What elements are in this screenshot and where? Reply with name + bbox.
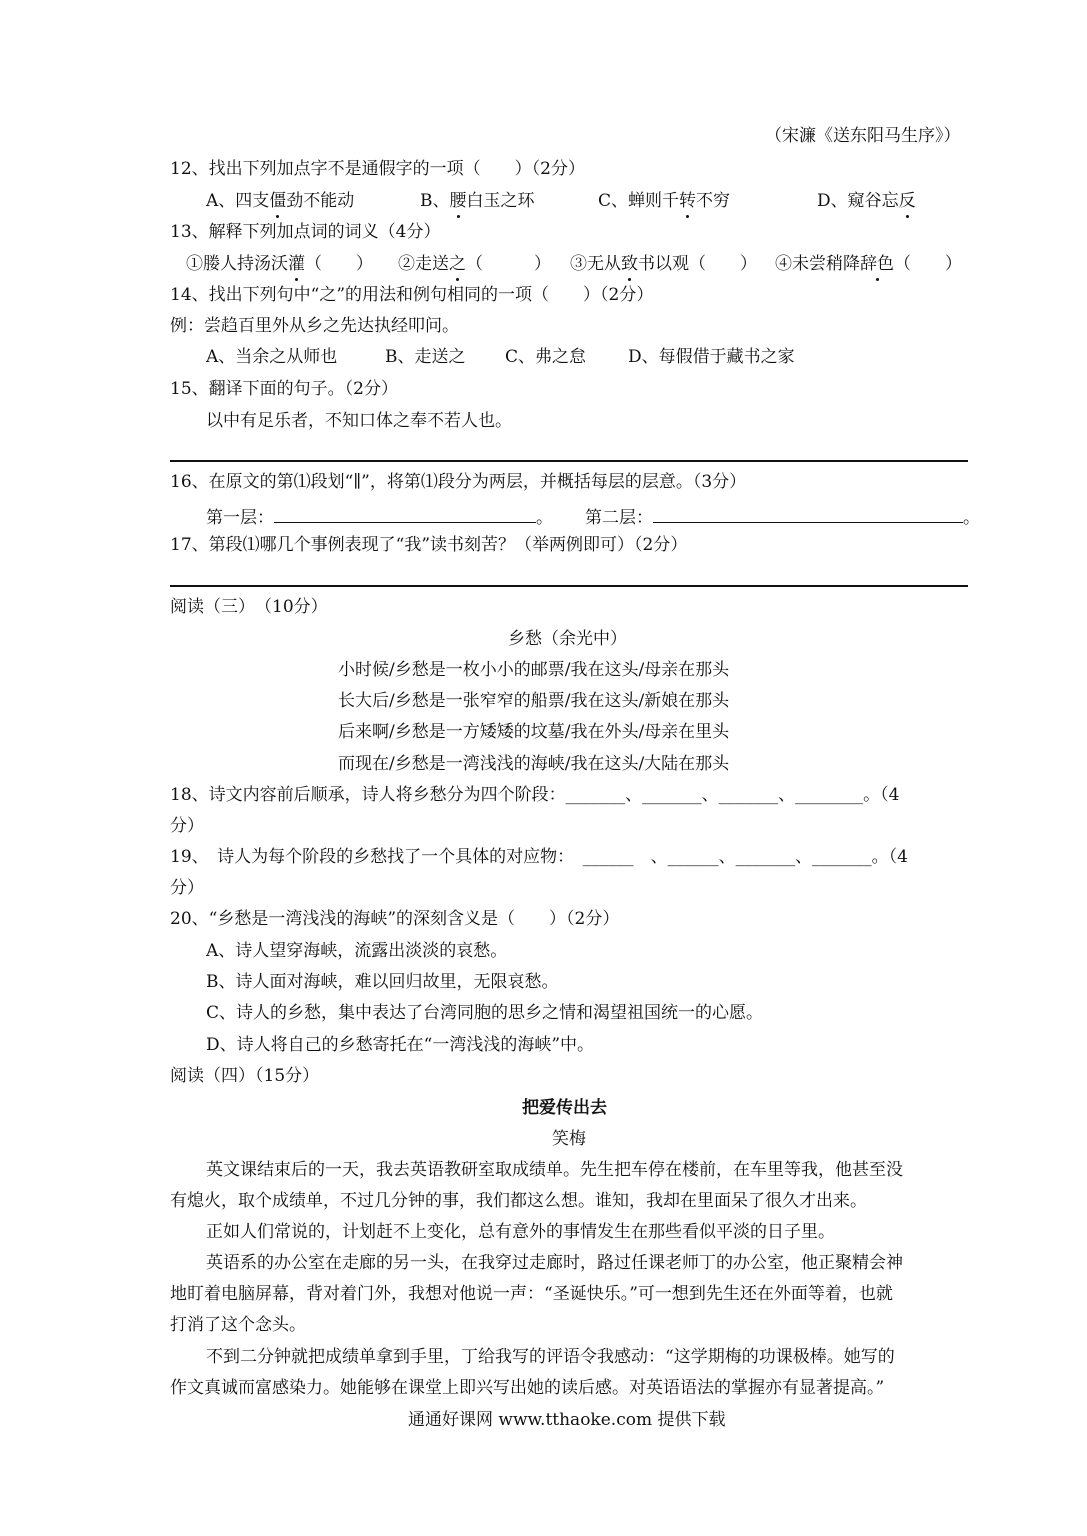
article-line: 英语系的办公室在走廊的另一头，在我穿过走廊时，路过任课老师丁的办公室，他正聚精会神	[206, 1253, 903, 1273]
q16-layer-2: 第二层： 。	[585, 504, 980, 530]
q12-option-c: C、蝉则千转不穷	[598, 191, 731, 211]
page-footer: 通通好课网 www.tthaoke.com 提供下载	[408, 1410, 726, 1430]
poem-line: 而现在/乡愁是一湾浅浅的海峡/我在这头/大陆在那头	[338, 754, 730, 774]
q14-option-d: D、每假借于藏书之家	[628, 347, 795, 367]
dotted-char: 辞色	[860, 254, 894, 274]
question-19-line-1: 19、 诗人为每个阶段的乡愁找了一个具体的对应物： ______ 、______、_______、_______。（4	[170, 847, 908, 867]
article-line: 地盯着电脑屏幕，背对着门外，我想对他说一声：“圣诞快乐。”可一想到先生还在外面等着，也就	[170, 1284, 893, 1304]
q12-option-d: D、窥谷忘反	[817, 191, 916, 211]
article-author: 笑梅	[552, 1129, 586, 1149]
q12-option-a: A、四支僵劲不能动	[206, 191, 355, 211]
dotted-char: 转	[679, 191, 697, 211]
question-17-stem: 17、第段⑴哪几个事例表现了“我”读书刻苦？（举两例即可）（2分）	[170, 535, 688, 555]
q13-item-1: ①媵人持汤沃灌（ ）	[186, 254, 373, 274]
blank-line[interactable]	[653, 504, 963, 523]
article-line: 不到二分钟就把成绩单拿到手里，丁给我写的评语令我感动：“这学期梅的功课极棒。她写的	[206, 1347, 895, 1367]
q13-item-4: ④未尝稍降辞色（ ）	[775, 254, 962, 274]
q16-layer-1: 第一层： 。	[206, 504, 553, 530]
q20-option-c: C、诗人的乡愁，集中表达了台湾同胞的思乡之情和渴望祖国统一的心愿。	[206, 1003, 764, 1023]
question-15-stem: 15、翻译下面的句子。（2分）	[170, 379, 398, 399]
question-18-line-1: 18、诗文内容前后顺承，诗人将乡愁分为四个阶段：_______、_______、_______、________。（4	[170, 785, 900, 805]
poem-title: 乡愁（余光中）	[508, 629, 627, 649]
q12-option-b: B、腰白玉之环	[420, 191, 535, 211]
question-18-line-2: 分）	[170, 816, 204, 836]
dotted-char: 反	[898, 191, 916, 211]
question-20-stem: 20、“乡愁是一湾浅浅的海峡”的深刻含义是（ ）（2分）	[170, 909, 620, 929]
question-13-stem: 13、解释下列加点词的词义（4分）	[170, 222, 441, 242]
q15-sentence: 以中有足乐者，不知口体之奉不若人也。	[206, 411, 512, 431]
question-14-stem: 14、找出下列句中“之”的用法和例句相同的一项（ ）（2分）	[170, 285, 654, 305]
reading-4-heading: 阅读（四）（15分）	[170, 1066, 320, 1086]
dotted-char: 腰	[449, 191, 467, 211]
article-line: 打消了这个念头。	[170, 1315, 306, 1335]
q20-option-a: A、诗人望穿海峡，流露出淡淡的哀愁。	[206, 941, 508, 961]
poem-line: 后来啊/乡愁是一方矮矮的坟墓/我在外头/母亲在里头	[338, 722, 730, 742]
q13-item-2: ②走送之（ ）	[398, 254, 551, 274]
q14-option-b: B、走送之	[385, 347, 466, 367]
q14-option-a: A、当余之从师也	[206, 347, 338, 367]
q20-option-b: B、诗人面对海峡，难以回归故里，无限哀愁。	[206, 972, 559, 992]
dotted-char: 致	[621, 254, 638, 274]
q20-option-d: D、诗人将自己的乡愁寄托在“一湾浅浅的海峡”中。	[206, 1035, 595, 1055]
question-12-stem: 12、找出下列加点字不是通假字的一项（ ）（2分）	[170, 159, 585, 179]
article-line: 有熄火，取个成绩单，不过几分钟的事，我们都这么想。谁知，我却在里面呆了很久才出来。	[170, 1191, 867, 1211]
question-19-line-2: 分）	[170, 878, 204, 898]
reading-3-heading: 阅读（三） （10分）	[170, 597, 328, 617]
answer-line	[170, 460, 968, 462]
poem-line: 长大后/乡愁是一张窄窄的船票/我在这头/新娘在那头	[338, 691, 730, 711]
source-note: （宋濂《送东阳马生序》）	[765, 126, 961, 146]
q14-option-c: C、弗之怠	[505, 347, 587, 367]
poem-line: 小时候/乡愁是一枚小小的邮票/我在这头/母亲在那头	[338, 660, 730, 680]
dotted-char: 灌	[288, 254, 305, 274]
article-line: 英文课结束后的一天，我去英语教研室取成绩单。先生把车停在楼前，在车里等我，他甚至没	[206, 1160, 903, 1180]
article-title: 把爱传出去	[522, 1098, 607, 1118]
question-16-stem: 16、在原文的第⑴段划“∥”，将第⑴段分为两层，并概括每层的层意。（3分）	[170, 472, 747, 492]
answer-line	[170, 585, 968, 587]
dotted-char: 僵	[269, 191, 287, 211]
article-line: 作文真诚而富感染力。她能够在课堂上即兴写出她的读后感。对英语语法的掌握亦有显著提高。”	[170, 1378, 885, 1398]
article-line: 正如人们常说的，计划赶不上变化，总有意外的事情发生在那些看似平淡的日子里。	[206, 1222, 835, 1242]
q13-item-3: ③无从致书以观（ ）	[570, 254, 757, 274]
dotted-char: 之	[449, 254, 466, 274]
blank-line[interactable]	[274, 504, 536, 523]
q14-example: 例：尝趋百里外从乡之先达执经叩问。	[170, 316, 459, 336]
